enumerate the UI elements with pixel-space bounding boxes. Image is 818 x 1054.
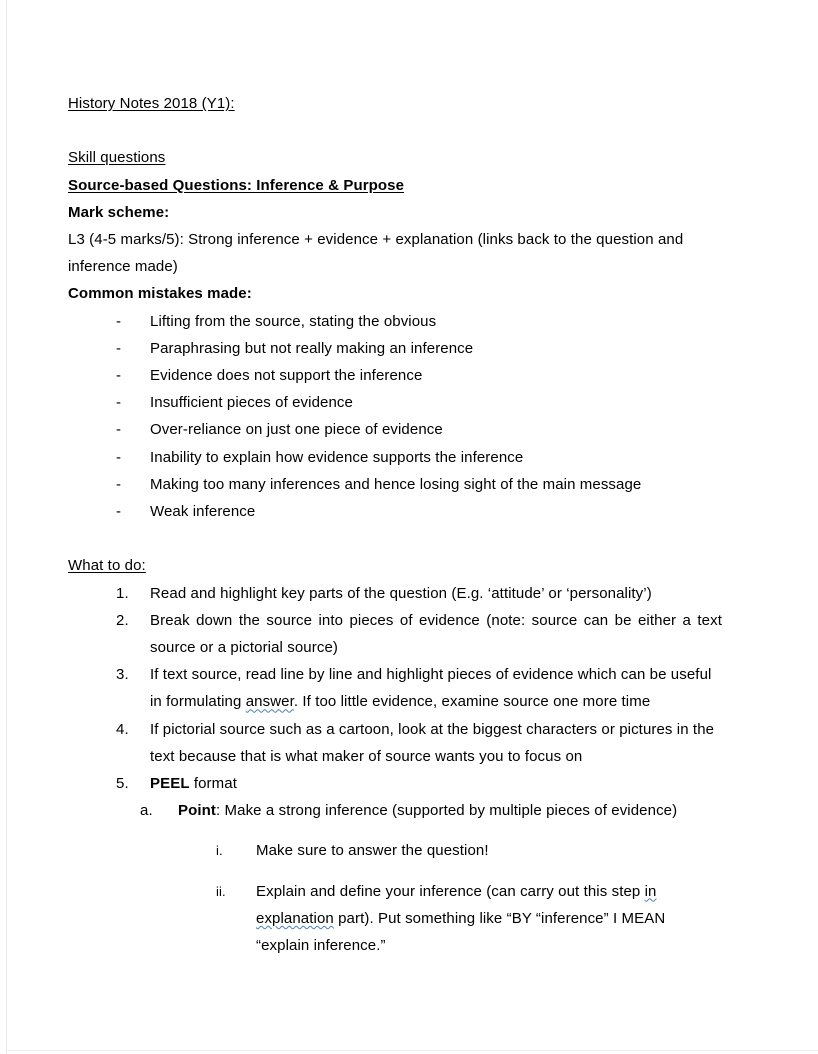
point-label: Point [178, 802, 216, 820]
spellcheck-word: answer [245, 693, 294, 711]
list-item [216, 878, 722, 960]
topic-heading: Source-based Questions: Inference & Purpose [68, 176, 405, 194]
list-item-text-after: part). Put something like “BY “inference” I MEAN “explain inference.” [256, 909, 666, 955]
list-item [116, 661, 722, 715]
peel-format-label: format [189, 775, 237, 793]
list-item: - Weak inference [116, 498, 722, 525]
point-text: : Make a strong inference (supported by multiple pieces of evidence) [216, 802, 678, 820]
mark-scheme-body: L3 (4-5 marks/5): Strong inference + evidence + explanation (links back to the question and inference made) [68, 231, 684, 276]
list-item [116, 770, 722, 797]
page-edge-bottom [6, 1050, 818, 1051]
what-to-do-list [68, 580, 722, 798]
list-item-text-before: If text source, read line by line and highlight pieces of evidence which can be useful in formulating [150, 666, 712, 711]
peel-acronym: PEEL [150, 775, 190, 793]
list-item: - Making too many inferences and hence losing sight of the main message [116, 471, 722, 498]
list-item: Read and highlight key parts of the question (E.g. ‘attitude’ or ‘personality’) [150, 584, 652, 602]
spellcheck-word: in explanation [256, 882, 657, 927]
list-item: - Inability to explain how evidence supports the inference [116, 444, 722, 471]
spacer [68, 525, 722, 552]
list-item: - Over-reliance on just one piece of evidence [116, 416, 722, 443]
list-item: If pictorial source such as a cartoon, look at the biggest characters or pictures in the text because that is what maker of source wants you to focus on [150, 720, 715, 765]
common-mistakes-heading: Common mistakes made: [68, 285, 252, 303]
list-item: - Evidence does not support the inference [116, 362, 722, 389]
common-mistakes-list [68, 308, 722, 526]
section-label: Skill questions [68, 149, 166, 167]
peel-point-subitems [178, 837, 722, 959]
list-item-text-before: Explain and define your inference (can carry out this step [256, 882, 645, 900]
list-item [140, 797, 722, 959]
list-item: Break down the source into pieces of evidence (note: source can be either a text source or a pictorial source) [150, 611, 722, 657]
page-edge-left [6, 0, 7, 1054]
document-title: History Notes 2018 (Y1): [68, 95, 235, 112]
list-item: Make sure to answer the question! [256, 842, 489, 860]
peel-point-list [68, 797, 722, 959]
list-item: - Insufficient pieces of evidence [116, 389, 722, 416]
spacer [68, 117, 722, 144]
list-item: - Lifting from the source, stating the obvious [116, 308, 722, 335]
what-to-do-heading: What to do: [68, 557, 146, 575]
document-body [68, 90, 722, 959]
mark-scheme-heading: Mark scheme: [68, 203, 170, 221]
list-item: - Paraphrasing but not really making an inference [116, 335, 722, 362]
list-item-text-after: . If too little evidence, examine source one more time [293, 693, 651, 711]
